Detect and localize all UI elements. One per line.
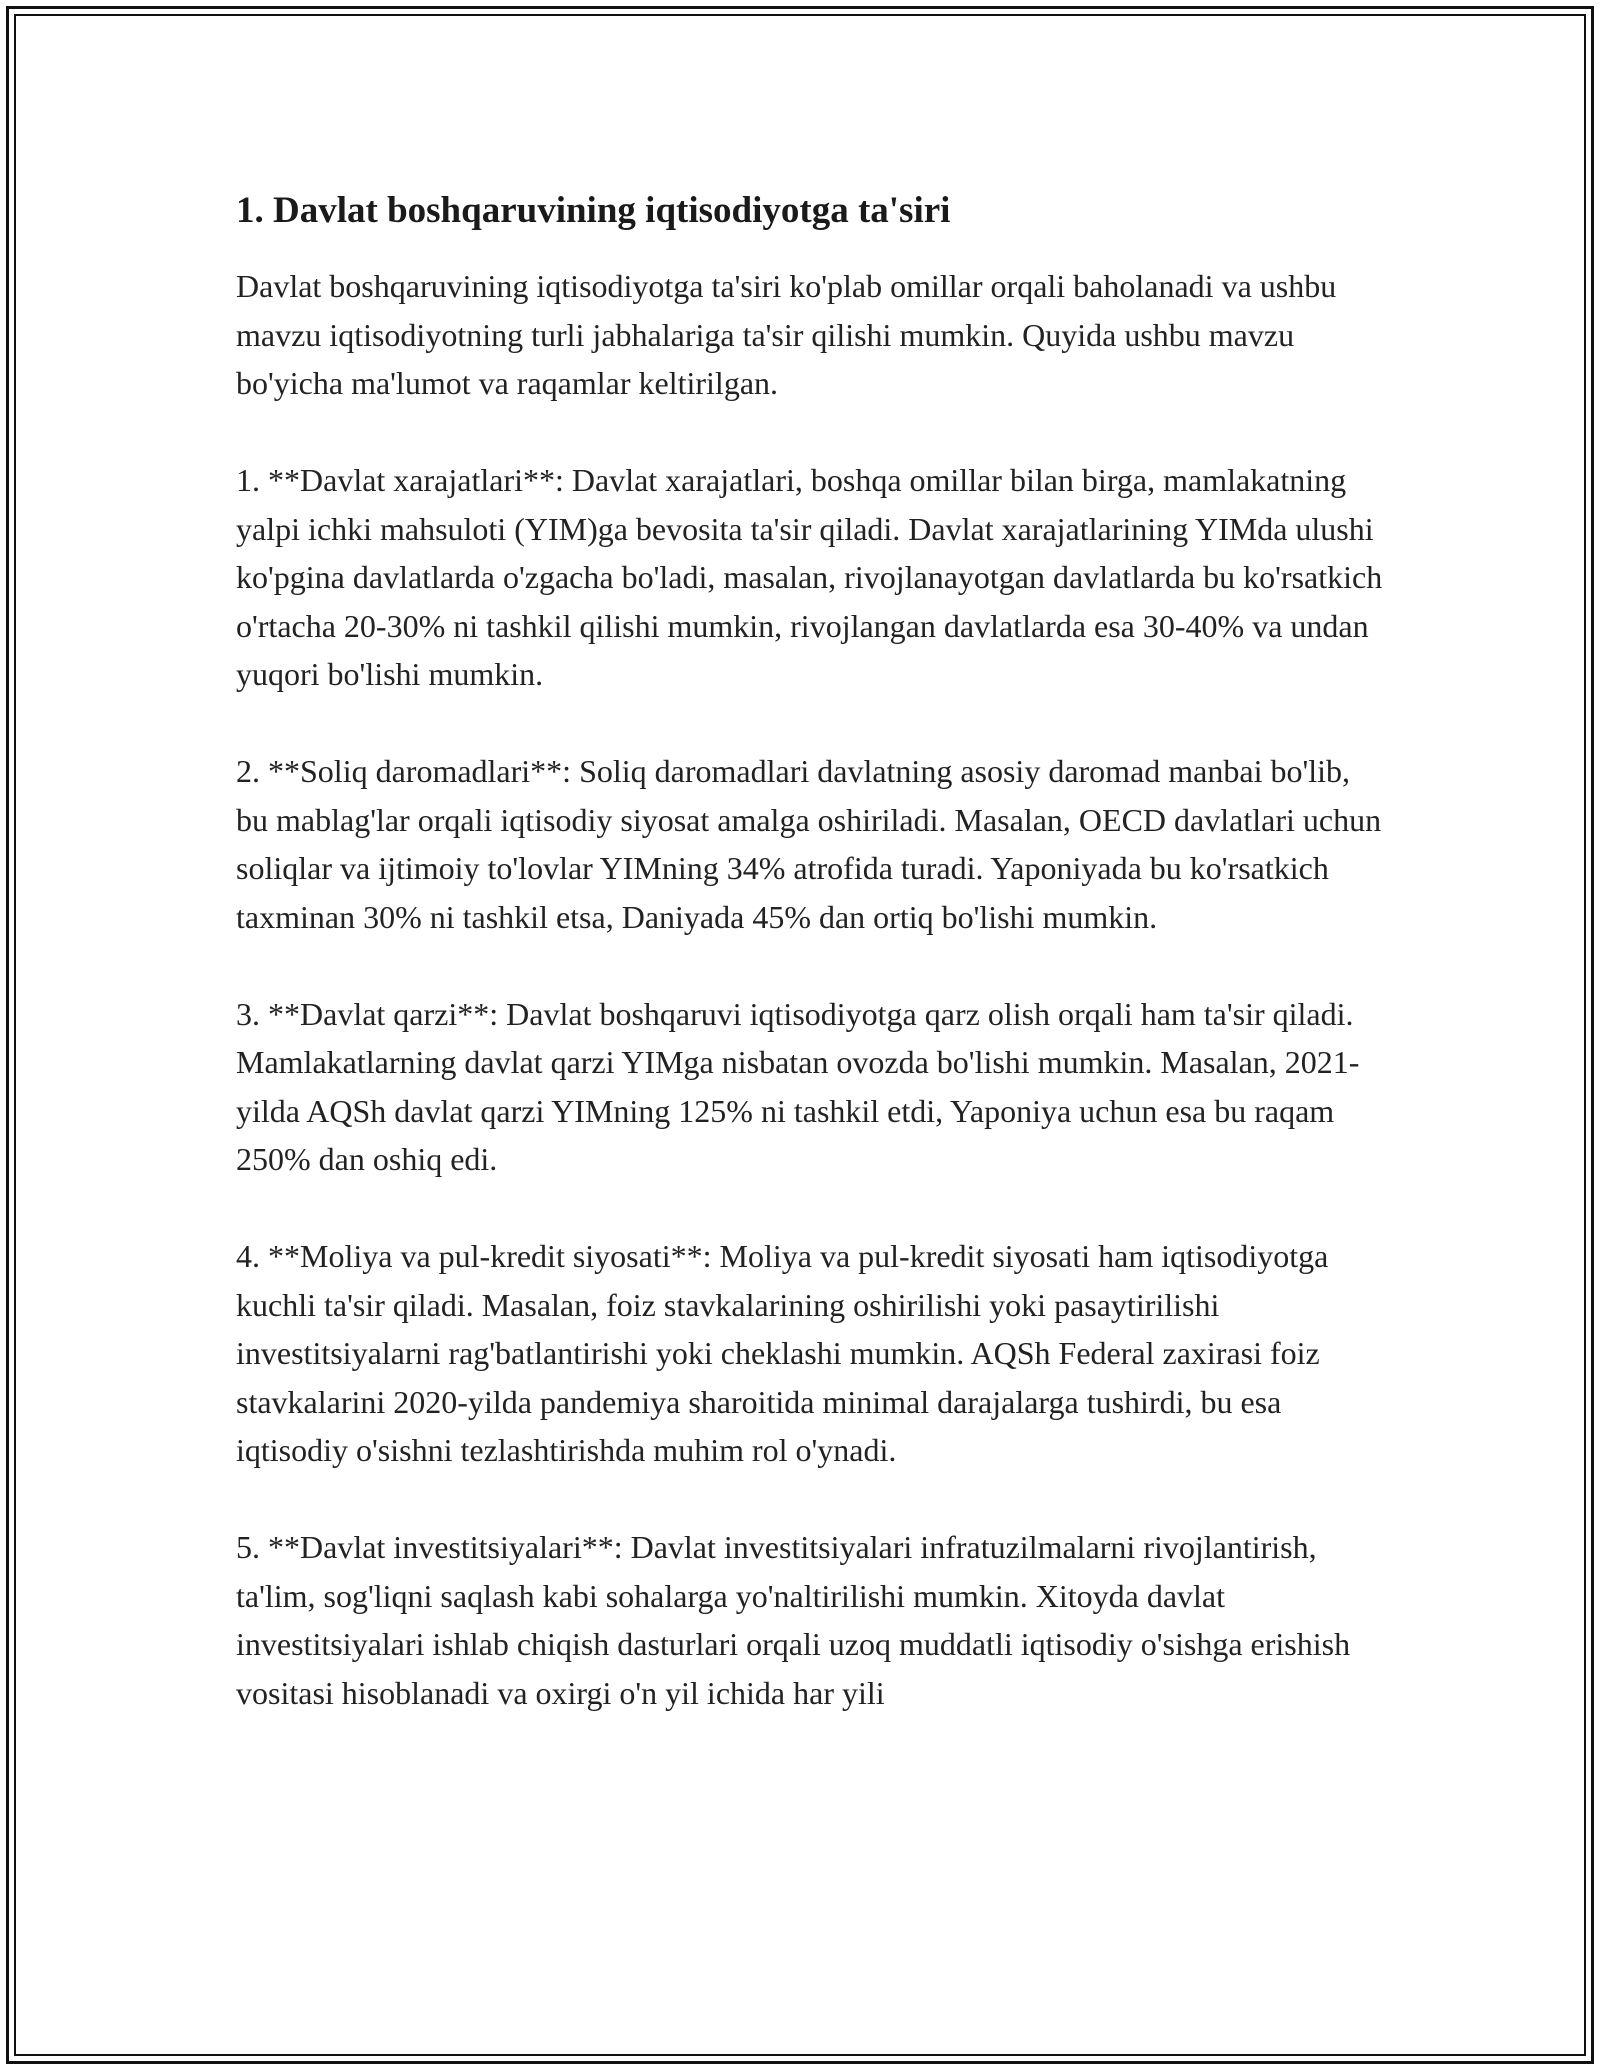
document-title: 1. Davlat boshqaruvining iqtisodiyotga ta'siri: [236, 190, 951, 231]
list-item: 3. **Davlat qarzi**: Davlat boshqaruvi iqtisodiyotga qarz olish orqali ham ta'sir qiladi. Mamlakatlarning davlat qarzi YIMga nisbatan ovozda bo'lishi mumkin. Masalan, 2021-yilda AQSh davlat qarzi YIMning 125% ni tashkil etdi, Yaponiya uchun esa bu raqam 250% dan oshiq edi.: [236, 995, 1360, 1177]
document-body: [236, 186, 1386, 1766]
list-item: 4. **Moliya va pul-kredit siyosati**: Moliya va pul-kredit siyosati ham iqtisodiyotga kuchli ta'sir qiladi. Masalan, foiz stavkalarining oshirilishi yoki pasaytirilishi investitsiyalarni rag'batlantirishi yoki cheklashi mumkin. AQSh Federal zaxirasi foiz stavkalarini 2020-yilda pandemiya sharoitida minimal darajalarga tushirdi, bu esa iqtisodiy o'sishni tezlashtirishda muhim rol o'ynadi.: [236, 1238, 1329, 1468]
list-item: 5. **Davlat investitsiyalari**: Davlat investitsiyalari infratuzilmalarni rivojlantirish, ta'lim, sog'liqni saqlash kabi sohalarga yo'naltirilishi mumkin. Xitoyda davlat investitsiyalari ishlab chiqish dasturlari orqali uzoq muddatli iqtisodiy o'sishga erishish vositasi hisoblanadi va oxirgi o'n yil ichida har yili: [236, 1529, 1351, 1711]
intro-paragraph: Davlat boshqaruvining iqtisodiyotga ta'siri ko'plab omillar orqali baholanadi va ushbu mavzu iqtisodiyotning turli jabhalariga ta'sir qilishi mumkin. Quyida ushbu mavzu bo'yicha ma'lumot va raqamlar keltirilgan.: [236, 268, 1337, 401]
list-item: 1. **Davlat xarajatlari**: Davlat xarajatlari, boshqa omillar bilan birga, mamlakatning yalpi ichki mahsuloti (YIM)ga bevosita ta'sir qiladi. Davlat xarajatlarining YIMda ulushi ko'pgina davlatlarda o'zgacha bo'ladi, masalan, rivojlanayotgan davlatlarda bu ko'rsatkich o'rtacha 20-30% ni tashkil qilishi mumkin, rivojlangan davlatlarda esa 30-40% va undan yuqori bo'lishi mumkin.: [236, 462, 1383, 692]
list-item: 2. **Soliq daromadlari**: Soliq daromadlari davlatning asosiy daromad manbai bo'lib, bu mablag'lar orqali iqtisodiy siyosat amalga oshiriladi. Masalan, OECD davlatlari uchun soliqlar va ijtimoiy to'lovlar YIMning 34% atrofida turadi. Yaponiyada bu ko'rsatkich taxminan 30% ni tashkil etsa, Daniyada 45% dan ortiq bo'lishi mumkin.: [236, 753, 1382, 935]
